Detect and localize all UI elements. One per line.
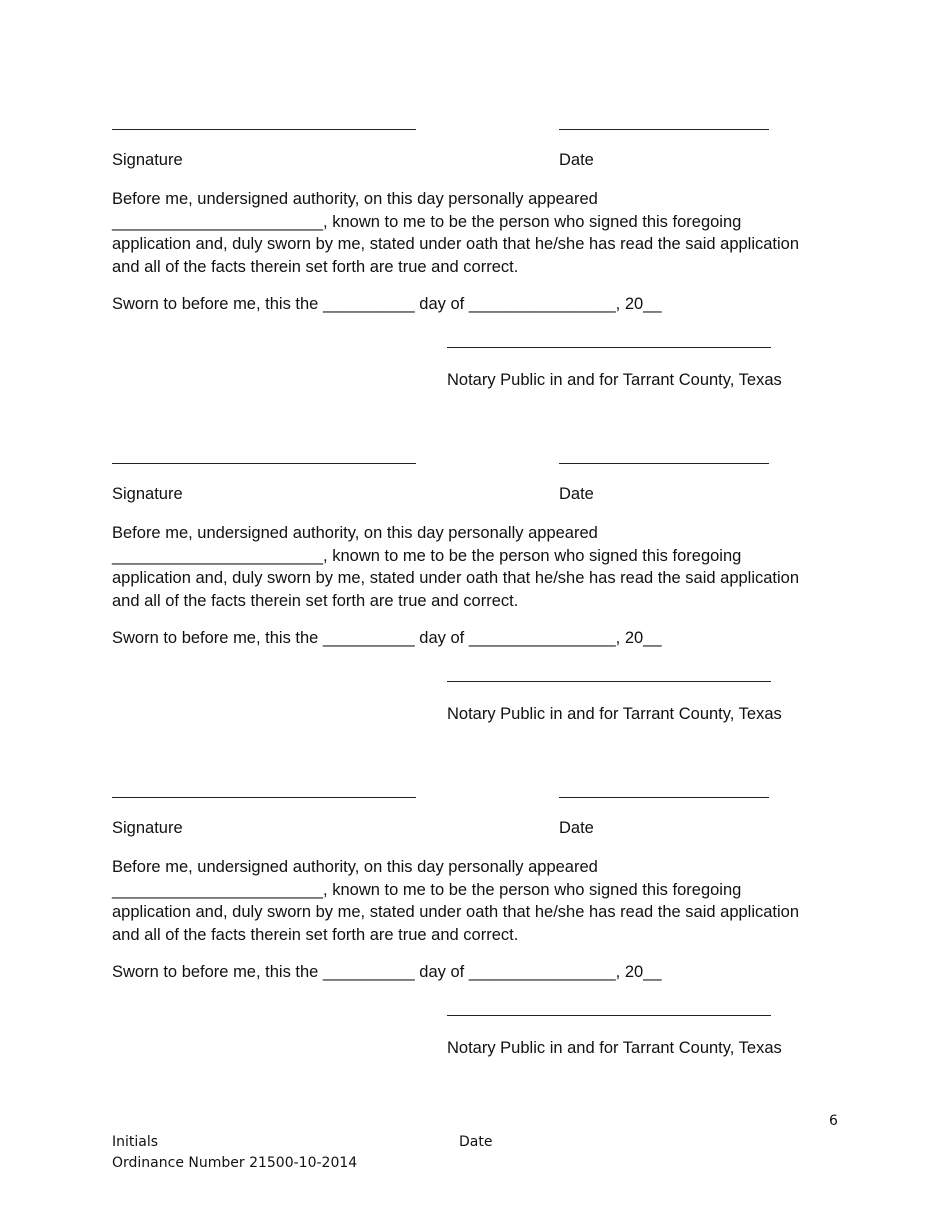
date-label: Date: [559, 151, 594, 169]
sworn-statement: Sworn to before me, this the __________ day of ________________, 20__: [112, 629, 662, 647]
paragraph-line: application and, duly sworn by me, stated under oath that he/she has read the said application: [112, 235, 800, 254]
notary-label: Notary Public in and for Tarrant County, Texas: [447, 705, 782, 723]
affidavit-paragraph: [112, 856, 842, 947]
paragraph-line: _______________________, known to me to be the person who signed this foregoing: [112, 212, 742, 231]
date-label: Date: [559, 485, 594, 503]
paragraph-line: _______________________, known to me to be the person who signed this foregoing: [112, 880, 742, 899]
signature-label: Signature: [112, 819, 183, 837]
affidavit-block-3: [0, 785, 950, 1075]
affidavit-paragraph: [112, 188, 842, 279]
footer-date-label: Date: [459, 1134, 493, 1150]
paragraph-line: and all of the facts therein set forth are true and correct.: [112, 926, 519, 945]
notary-signature-line[interactable]: [447, 1015, 771, 1016]
affidavit-block-2: [0, 451, 950, 741]
paragraph-line: application and, duly sworn by me, stated under oath that he/she has read the said application: [112, 903, 800, 922]
ordinance-number: Ordinance Number 21500-10-2014: [112, 1155, 358, 1171]
sworn-statement: Sworn to before me, this the __________ day of ________________, 20__: [112, 963, 662, 981]
paragraph-line: application and, duly sworn by me, stated under oath that he/she has read the said application: [112, 569, 800, 588]
date-line[interactable]: [559, 129, 769, 130]
sworn-statement: Sworn to before me, this the __________ day of ________________, 20__: [112, 295, 662, 313]
paragraph-line: _______________________, known to me to be the person who signed this foregoing: [112, 546, 742, 565]
notary-label: Notary Public in and for Tarrant County, Texas: [447, 371, 782, 389]
paragraph-line: and all of the facts therein set forth are true and correct.: [112, 258, 519, 277]
signature-label: Signature: [112, 485, 183, 503]
notary-signature-line[interactable]: [447, 347, 771, 348]
paragraph-line: and all of the facts therein set forth are true and correct.: [112, 592, 519, 611]
notary-label: Notary Public in and for Tarrant County, Texas: [447, 1039, 782, 1057]
signature-line[interactable]: [112, 463, 416, 464]
date-line[interactable]: [559, 463, 769, 464]
signature-line[interactable]: [112, 129, 416, 130]
affidavit-paragraph: [112, 522, 842, 613]
notary-signature-line[interactable]: [447, 681, 771, 682]
signature-label: Signature: [112, 151, 183, 169]
date-label: Date: [559, 819, 594, 837]
footer-initials-label: Initials: [112, 1134, 159, 1150]
paragraph-line: Before me, undersigned authority, on this day personally appeared: [112, 858, 598, 876]
page-number: 6: [829, 1113, 838, 1129]
paragraph-line: Before me, undersigned authority, on this day personally appeared: [112, 524, 598, 542]
signature-line[interactable]: [112, 797, 416, 798]
affidavit-block-1: [0, 117, 950, 407]
date-line[interactable]: [559, 797, 769, 798]
paragraph-line: Before me, undersigned authority, on this day personally appeared: [112, 190, 598, 208]
